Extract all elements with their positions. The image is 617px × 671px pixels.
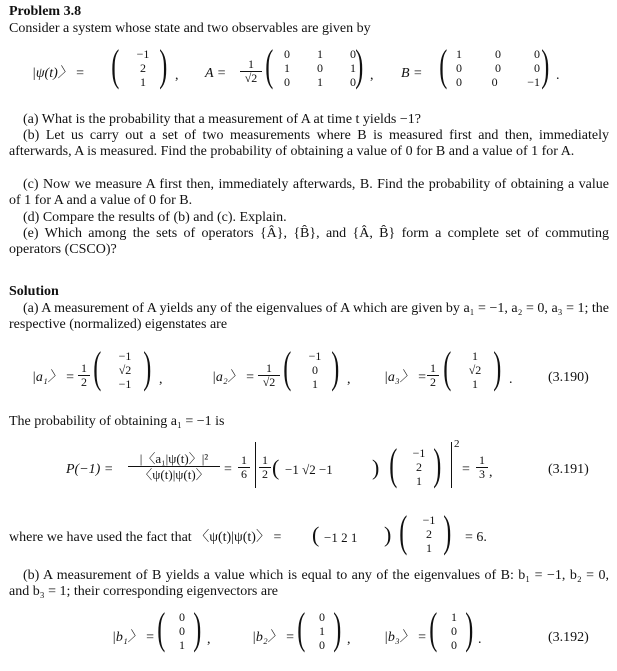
P-row-vector: −1 √2 −1	[285, 462, 333, 477]
row-paren-right: )	[384, 522, 392, 547]
equation-number-3191: (3.191)	[548, 462, 589, 477]
row-paren-left: (	[312, 522, 320, 547]
period: .	[509, 372, 513, 387]
part-b-question: (b) Let us carry out a set of two measurements where B is measured first and then, immediately afterwards, A is measured. Find the probability of obtaining a value of 0 for B and a value of 1 for A.	[9, 128, 609, 159]
comma: ,	[347, 372, 351, 387]
P-coefficient-1: $\frac{1}{6}$	[238, 454, 250, 481]
comma: ,	[207, 632, 211, 647]
eigvec-b3-label: |b₃〉 =	[384, 630, 427, 645]
eigvec-a2-coefficient: $\frac{1}{√2}$	[258, 362, 280, 389]
eigvec-a3: 1 √2 1	[468, 349, 482, 391]
left-paren: (	[265, 41, 274, 90]
period: .	[556, 68, 560, 83]
A-coefficient: $\frac{1}{√2}$	[240, 58, 262, 85]
row-paren-right: )	[372, 455, 380, 480]
right-paren: )	[433, 440, 442, 489]
psi-label: |ψ(t)〉 =	[32, 66, 85, 81]
right-paren: )	[355, 41, 364, 90]
comma: ,	[347, 632, 351, 647]
eigvec-b2: 0 1 0	[319, 610, 325, 652]
right-paren: )	[465, 604, 474, 653]
right-paren: )	[541, 41, 550, 90]
left-paren: (	[443, 343, 452, 392]
comma: ,	[489, 465, 493, 480]
left-paren: (	[93, 343, 102, 392]
right-paren: )	[159, 41, 168, 90]
psi-vector: −1 2 1	[136, 47, 150, 89]
eigvec-a3-label: |a₃〉 =	[384, 370, 427, 385]
left-paren: (	[297, 604, 306, 653]
part-a-question: (a) What is the probability that a measurement of A at time t yields −1?	[23, 112, 421, 127]
right-paren: )	[443, 507, 452, 556]
probability-text: The probability of obtaining a₁ = −1 is	[9, 414, 225, 429]
row-paren-left: (	[272, 455, 280, 480]
right-paren: )	[193, 604, 202, 653]
part-c-question: (c) Now we measure A first then, immediately afterwards, B. Find the probability of obtaining a value of 1 for A and a value of 0 for B.	[9, 177, 609, 208]
solution-part-b: (b) A measurement of B yields a value which is equal to any of the eigenvalues of B: b₁ = −1, b₂ = 0, and b₃ = 1; their corresponding eigenvectors are	[9, 568, 609, 599]
eigvec-b3: 1 0 0	[451, 610, 457, 652]
B-label: B =	[401, 66, 423, 81]
problem-heading: Problem 3.8	[9, 4, 82, 19]
left-paren: (	[157, 604, 166, 653]
left-paren: (	[399, 507, 408, 556]
abs-bar-left	[255, 442, 256, 488]
right-paren: )	[333, 604, 342, 653]
A-matrix: 0 1 0 1 0 1 0 1 0	[284, 47, 356, 89]
period: .	[478, 632, 482, 647]
square-exponent: 2	[454, 438, 460, 450]
P-coefficient-2: $\frac{1}{2}$	[259, 454, 271, 481]
abs-bar-right	[451, 442, 452, 488]
comma: ,	[175, 68, 179, 83]
right-paren: )	[143, 343, 152, 392]
P-column-vector: −1 2 1	[412, 446, 426, 488]
comma: ,	[159, 372, 163, 387]
part-d-question: (d) Compare the results of (b) and (c). Explain.	[23, 210, 287, 225]
equation-number-3192: (3.192)	[548, 630, 589, 645]
norm-row-vector: −1 2 1	[324, 530, 358, 545]
solution-heading: Solution	[9, 284, 59, 299]
left-paren: (	[439, 41, 448, 90]
solution-part-a: (a) A measurement of A yields any of the eigenvalues of A which are given by a₁ = −1, a₂ = 0, a₃ = 1; the respective (normalized) eigenstates are	[9, 301, 609, 332]
right-paren: )	[331, 343, 340, 392]
eigvec-a2: −1 0 1	[308, 349, 322, 391]
equals: =	[224, 462, 232, 477]
eigvec-b2-label: |b₂〉 =	[252, 630, 295, 645]
comma: ,	[370, 68, 374, 83]
problem-intro: Consider a system whose state and two observables are given by	[9, 21, 371, 36]
P-label: P(−1) =	[66, 462, 114, 477]
left-paren: (	[429, 604, 438, 653]
norm-text: where we have used the fact that 〈ψ(t)|ψ(t)〉 =	[9, 530, 282, 545]
part-e-question: (e) Which among the sets of operators {Â}, {B̂}, and {Â, B̂} form a complete set of commuting operators (CSCO)?	[9, 226, 609, 257]
left-paren: (	[389, 440, 398, 489]
equation-number-3190: (3.190)	[548, 370, 589, 385]
B-matrix: 1 0 0 0 0 0 0 0 −1	[456, 47, 540, 89]
norm-result: = 6.	[465, 530, 487, 545]
eigvec-b1-label: |b₁〉 =	[112, 630, 155, 645]
left-paren: (	[283, 343, 292, 392]
left-paren: (	[111, 41, 120, 90]
eigvec-a1-label: |a₁〉 =	[32, 370, 75, 385]
P-fraction: $\frac{\text{|〈a₁|ψ(t)〉|²}}{〈\psi(t)|\psi(t)〉}$	[128, 451, 220, 482]
P-result: $\frac{1}{3}$	[476, 454, 488, 481]
eigvec-a2-label: |a₂〉 =	[212, 370, 255, 385]
eigvec-a1-coefficient: $\frac{1}{2}$	[78, 362, 90, 389]
equals: =	[462, 462, 470, 477]
right-paren: )	[493, 343, 502, 392]
norm-column-vector: −1 2 1	[422, 513, 436, 555]
eigvec-a3-coefficient: $\frac{1}{2}$	[427, 362, 439, 389]
A-label: A =	[205, 66, 227, 81]
eigvec-b1: 0 0 1	[179, 610, 185, 652]
eigvec-a1: −1 √2 −1	[118, 349, 132, 391]
